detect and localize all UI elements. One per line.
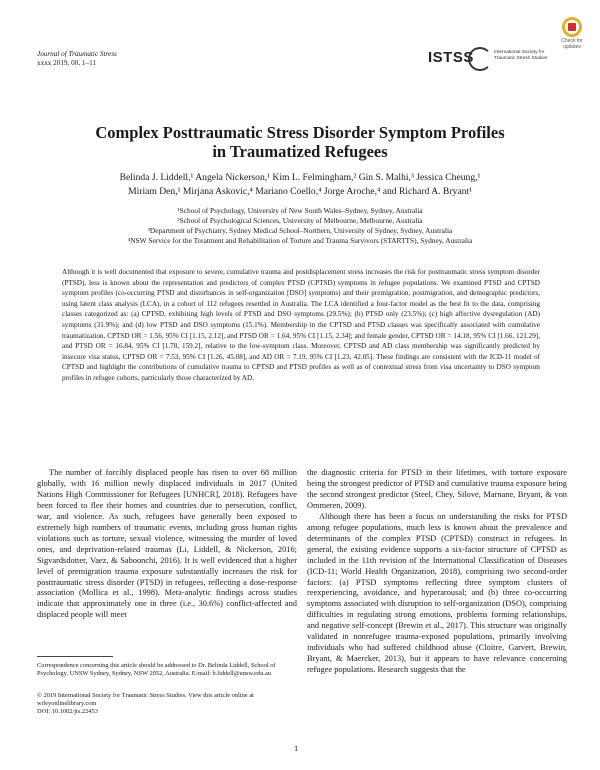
affiliations <box>60 206 540 246</box>
crossmark-icon <box>562 17 582 37</box>
crossmark-label: Check for updates <box>561 38 583 50</box>
volume-line: xxxx 2019, 00, 1–11 <box>37 59 97 67</box>
logo-word: ISTSS <box>428 49 474 66</box>
author-list <box>60 171 540 199</box>
footnote-rule <box>37 656 113 657</box>
affiliation-3: ³Department of Psychiatry, Sydney Medical School–Northern, University of Sydney, Sydney, Australia <box>147 226 453 235</box>
crossmark-badge[interactable] <box>557 17 587 57</box>
copyright-line: © 2019 International Society for Traumatic Stress Studies. View this article online at wileyonlinelibrary.com <box>37 692 254 708</box>
journal-name: Journal of Traumatic Stress <box>37 50 117 58</box>
authors-line-2: Miriam Den,¹ Mirjana Askovic,⁴ Mariano Coello,⁴ Jorge Aroche,⁴ and Richard A. Bryant¹ <box>128 186 472 197</box>
doi-line: DOI: 10.1002/jts.22453 <box>37 708 98 716</box>
page-number: 1 <box>294 744 299 753</box>
journal-header <box>37 50 117 68</box>
affiliation-2: ²School of Psychological Sciences, University of Melbourne, Melbourne, Australia <box>177 216 423 225</box>
correspondence-footnote: Correspondence concerning this article should be addressed to Dr. Belinda Liddell, School of Psychology, UNSW Sydney, Sydney, NSW 2052, Australia. E-mail: b.liddell@unsw.edu.au <box>37 662 276 678</box>
istss-logo <box>428 44 546 74</box>
affiliation-1: ¹School of Psychology, University of New South Wales–Sydney, Sydney, Australia <box>177 206 423 215</box>
body-column-right <box>307 468 567 676</box>
body-column-left <box>37 468 297 621</box>
intro-paragraph-1-continued: the diagnostic criteria for PTSD in their lifetimes, with torture exposure being the strongest predictor of PTSD and cumulative trauma exposure being the second strongest predictor (Steel, Chey, Silove, Marnane, Bryant, & von Ommeren, 2009). <box>307 468 567 510</box>
paper-title <box>40 123 560 161</box>
title-line-2: in Traumatized Refugees <box>212 142 388 161</box>
logo-ring-icon <box>468 47 492 71</box>
abstract: Although it is well documented that exposure to severe, cumulative trauma and postdisplacement stress increases the risk for posttraumatic stress symptom disorder (PTSD), less is known about the representation and predictors of complex PTSD (CPTSD) symptoms in refugee populations. We examined PTSD and CPTSD symptom profiles (co-occurring PTSD and disturbances in self-organization [DSO] symptoms) and their premigration, postmigration, and demographic predictors, using latent class analysis (LCA), in a cohort of 112 refugees resettled in Australia. The LCA identified a four-factor model as the best fit to the data, comprising classes categorized as: (a) CPTSD, exhibiting high levels of PTSD and DSO symptoms (29.5%); (b) PTSD only (23.5%); (c) high affective dysregulation (AD) symptoms (31.9%); and (d) low PTSD and DSO symptoms (15.1%). Membership in the CPTSD and PTSD classes was specifically associated with cumulative traumatization, CPTSD OR = 1.56, 95% CI [1.15, 2.12], and PTSD OR = 1.64, 95% CI [1.15, 2.34]; and female gender, CPTSD OR = 14.18, 95% CI [1.66, 121.29], and PTSD OR = 16.84, 95% CI [1.78, 159.2], relative to the low-symptom class. Moreover, CPTSD and AD class membership was significantly predicted by insecure visa status, CPTSD OR = 7.53, 95% CI [1.26, 45.08], and AD OR = 7.19, 95% CI [1.23, 42.05]. These findings are consistent with the ICD-11 model of CPTSD and highlight the contributions of cumulative trauma to CPTSD and PTSD profiles as well as of contextual stress from visa uncertainty to DSO symptom profiles in refugee cohorts, particularly those characterized by AD. <box>62 268 540 382</box>
intro-paragraph-2: Although there has been a focus on understanding the risks for PTSD among refugee populations, much less is known about the prevalence and determinants of the complex PTSD (CPTSD) construct in refugees. In general, the existing evidence supports a six-factor structure of CPTSD as included in the 11th revision of the International Classification of Diseases (ICD-11; World Health Organization, 2018), comprising two second-order factors: (a) PTSD symptoms reflecting three symptom clusters of reexperiencing, avoidance, and hyperarousal; and (b) three co-occurring symptoms associated with disruption to self-organization (DSO), comprising difficulties in regulating strong emotions, problems forming relationships, and negative self-concept (Brewin et al., 2017). This structure was originally validated in nonrefugee trauma-exposed populations, primarily involving individuals who had suffered childhood abuse (Cloitre, Garvert, Brewin, Bryant, & Maercker, 2013), but it appears to have relevance concerning refugee populations. Research suggests that the <box>307 511 567 675</box>
intro-paragraph-1: The number of forcibly displaced people has risen to over 68 million globally, with 16 million newly displaced individuals in 2017 (United Nations High Commissioner for Refugees [UNHCR], 2018). Refugees have been forced to flee their homes and countries due to persecution, conflict, war, and violence. As such, refugees have generally been exposed to extremely high numbers of traumatic events, including gross human rights violations such as torture, sexual violence, witnessing the murder of loved ones, and deprivation-related traumas (Li, Liddell, & Nickerson, 2016; Sigvardsdotter, Vaez, & Saboonchi, 2016). It is well evidenced that a higher level of premigration trauma exposure substantially increases the risk for posttraumatic stress disorder (PTSD) in refugees, reflecting a dose-response association (Mollica et al., 1998). Meta-analytic findings across studies indicate that approximately one in three (i.e., 30.6%) conflict-affected and displaced people will meet <box>37 468 297 620</box>
title-line-1: Complex Posttraumatic Stress Disorder Symptom Profiles <box>95 123 505 142</box>
authors-line-1: Belinda J. Liddell,¹ Angela Nickerson,¹ Kim L. Felmingham,² Gin S. Malhi,³ Jessica Cheung,¹ <box>119 172 481 183</box>
affiliation-4: ⁴NSW Service for the Treatment and Rehabilitation of Torture and Trauma Survivors (STARTTS), Sydney, Australia <box>127 236 473 245</box>
logo-society-text: International Society for Traumatic Stress Studies <box>494 50 548 61</box>
copyright-footnote <box>37 692 297 717</box>
